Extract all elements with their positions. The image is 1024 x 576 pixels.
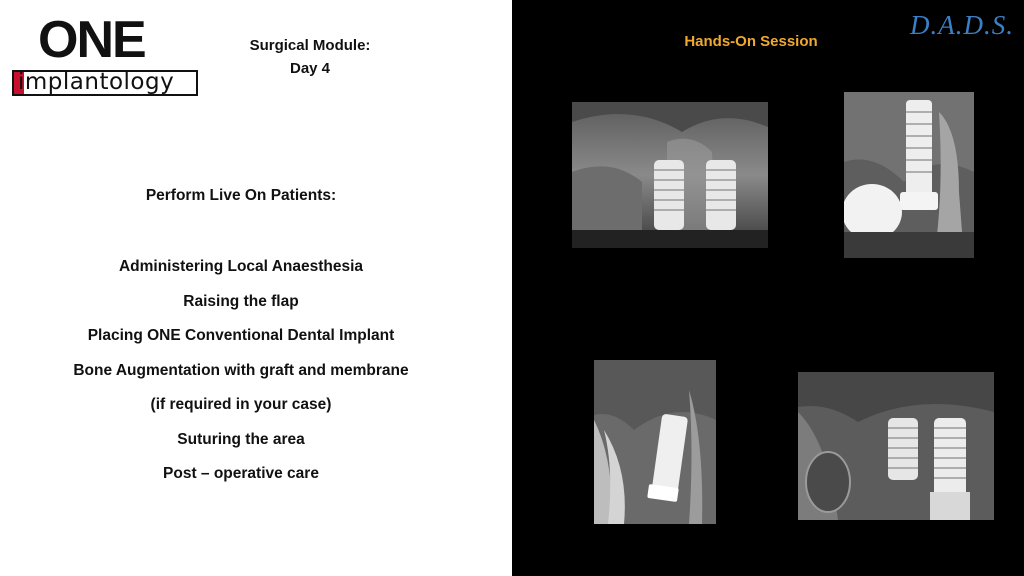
procedure-step: Administering Local Anaesthesia <box>118 258 364 275</box>
xray-graphic <box>594 360 716 524</box>
procedure-step: Raising the flap <box>183 292 299 310</box>
procedure-step: (if required in your case) <box>150 396 332 413</box>
xray-graphic <box>798 372 994 520</box>
session-title: Hands-On Session <box>684 33 818 50</box>
xray-image-two-implants <box>572 102 768 248</box>
xray-image-two-implants-lower <box>798 372 994 520</box>
logo-wordmark-box <box>12 70 198 96</box>
logo-brand-text: ONE <box>38 11 145 69</box>
procedure-subheading: Perform Live On Patients: <box>145 187 337 204</box>
dads-logo: D.A.D.S. <box>910 10 1014 40</box>
xray-image-vertical-implant <box>594 360 716 524</box>
procedure-steps-list <box>0 256 482 498</box>
procedure-step: Post – operative care <box>163 465 319 482</box>
xray-graphic <box>844 92 974 258</box>
module-title-line1: Surgical Module: <box>249 37 371 54</box>
one-implantology-logo <box>12 11 200 98</box>
xray-graphic <box>572 102 768 248</box>
logo-wordmark-text: implantology <box>18 69 175 95</box>
procedure-step: Bone Augmentation with graft and membrane <box>73 361 409 379</box>
procedure-step: Suturing the area <box>177 430 305 448</box>
module-title-line2: Day 4 <box>289 60 331 77</box>
right-panel <box>512 0 1024 576</box>
procedure-step: Placing ONE Conventional Dental Implant <box>87 327 395 344</box>
module-title <box>200 34 420 80</box>
xray-image-implant-crown <box>844 92 974 258</box>
